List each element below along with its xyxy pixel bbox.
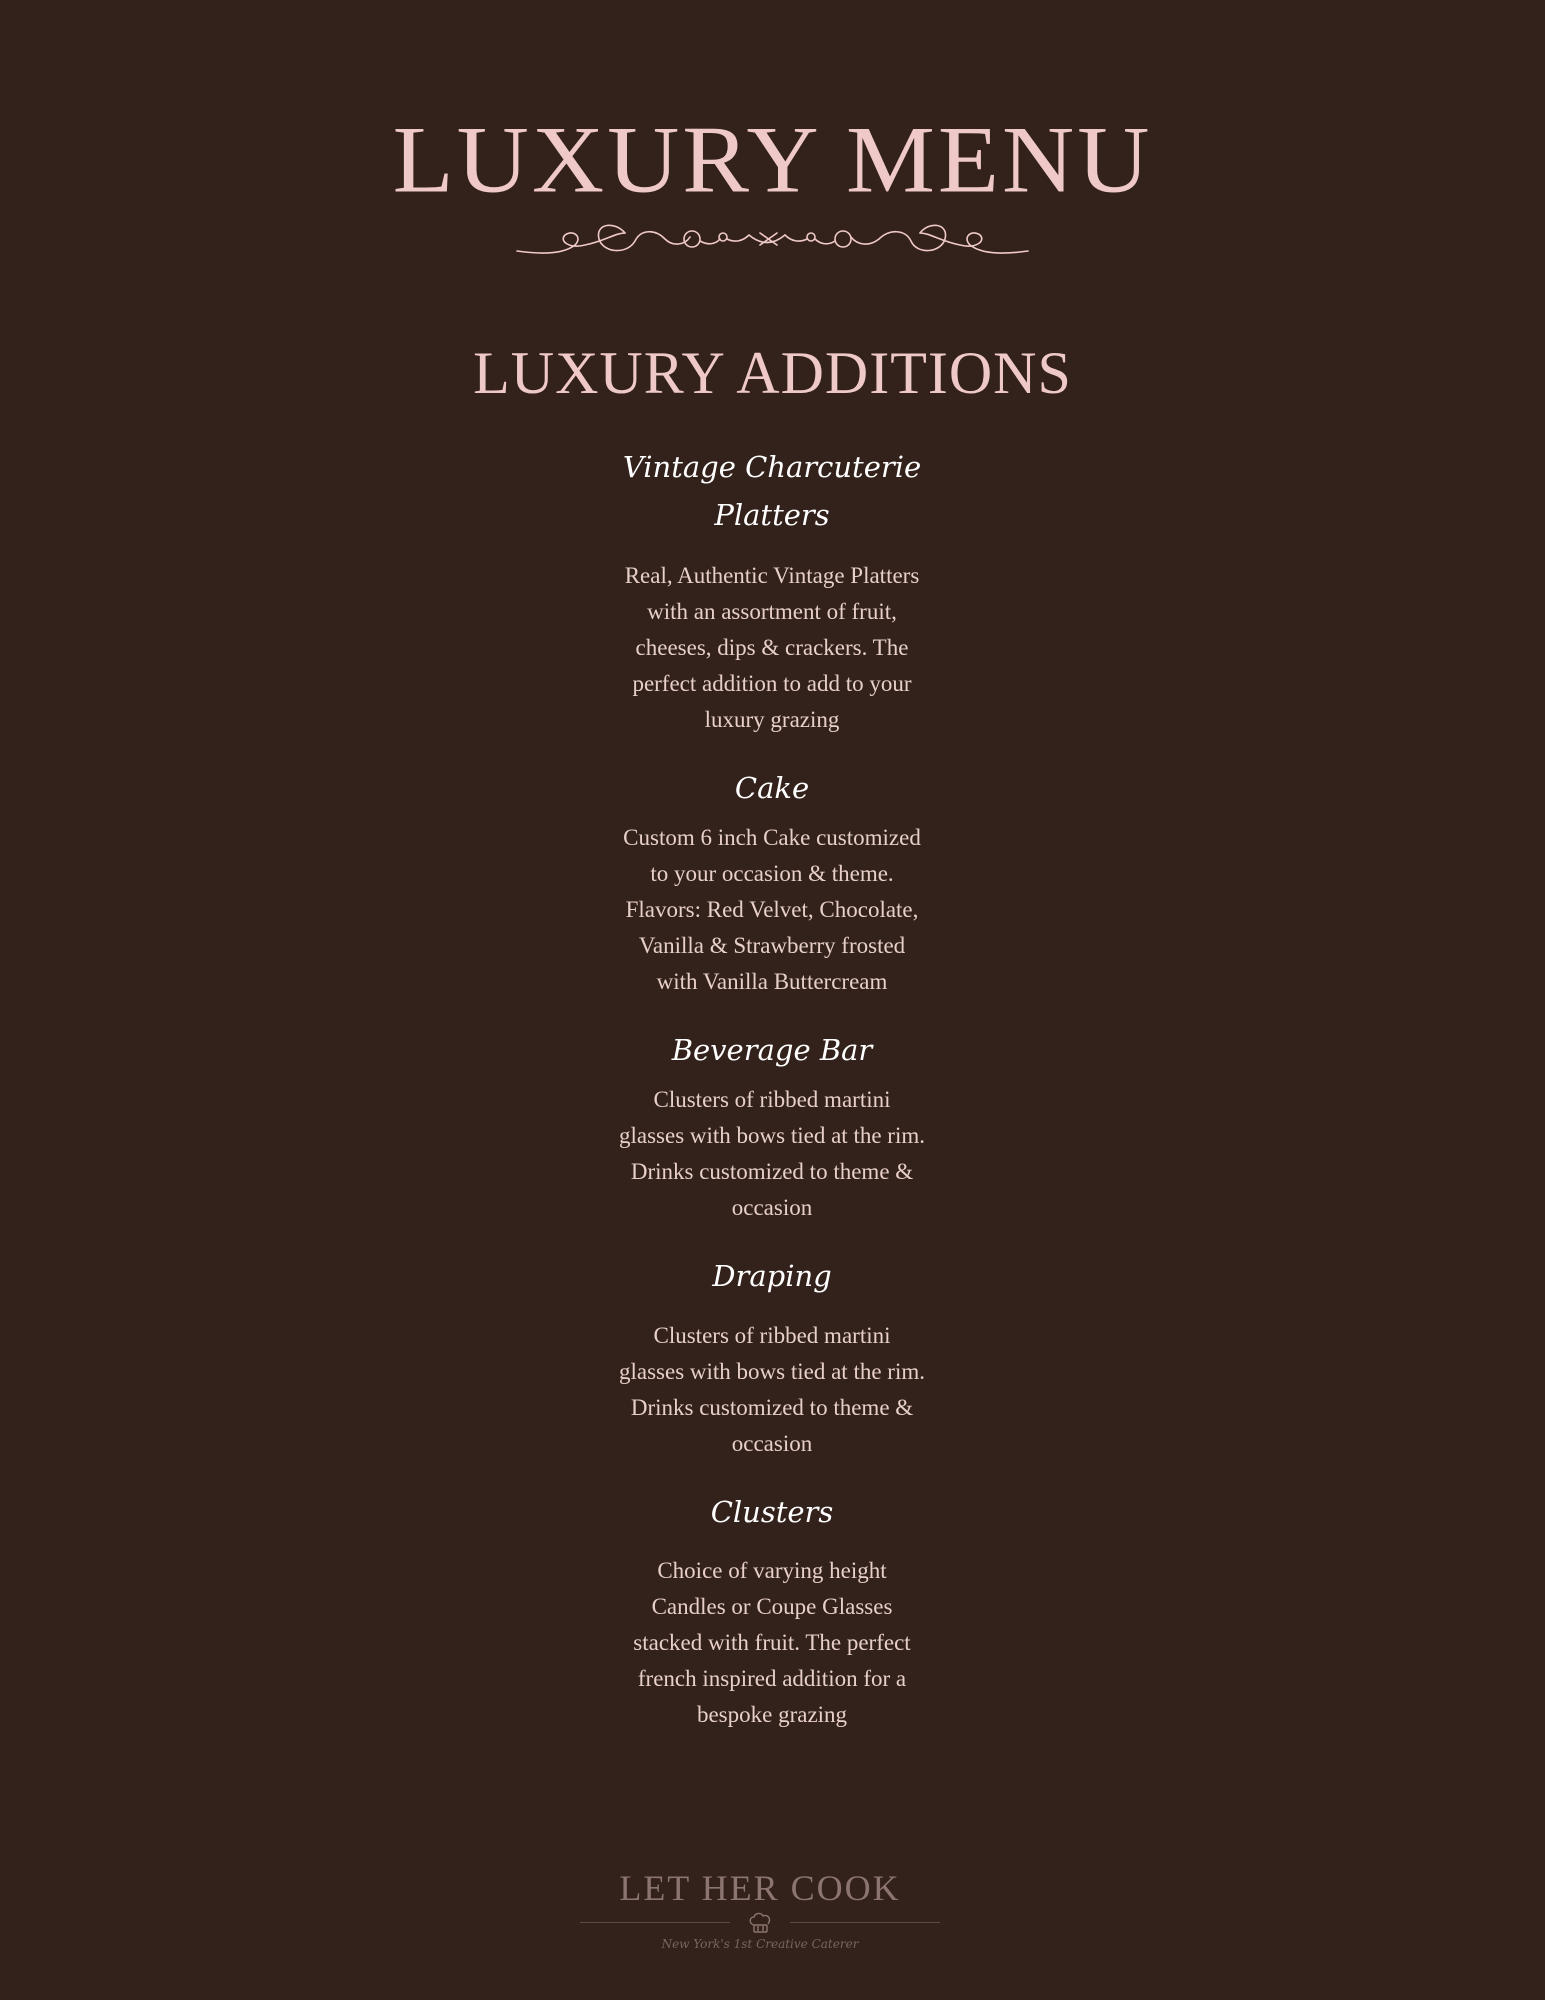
item-description-clusters xyxy=(572,1553,972,1733)
item-title-beverage-bar xyxy=(472,1026,1072,1074)
item-title-draping xyxy=(472,1252,1072,1300)
desc-line: occasion xyxy=(731,1431,813,1456)
desc-line: Drinks customized to theme & xyxy=(630,1159,914,1184)
item-description-cake xyxy=(572,820,972,1000)
desc-line: bespoke grazing xyxy=(696,1702,848,1727)
desc-line: Candles or Coupe Glasses xyxy=(651,1594,893,1619)
desc-line: to your occasion & theme. xyxy=(650,861,894,886)
item-title-line: Cake xyxy=(734,771,810,805)
desc-line: cheeses, dips & crackers. The xyxy=(635,635,909,660)
desc-line: perfect addition to add to your xyxy=(632,671,912,696)
item-title-line: Platters xyxy=(714,498,830,532)
desc-line: Clusters of ribbed martini xyxy=(653,1323,891,1348)
item-title-clusters xyxy=(472,1488,1072,1536)
desc-line: with an assortment of fruit, xyxy=(647,599,897,624)
item-title-vintage-charcuterie xyxy=(472,443,1072,539)
desc-line: Vanilla & Strawberry frosted xyxy=(638,933,906,958)
desc-line: Real, Authentic Vintage Platters xyxy=(624,563,920,588)
item-description-vintage-charcuterie xyxy=(572,558,972,738)
chef-hat-icon xyxy=(747,1910,773,1936)
item-description-draping xyxy=(572,1318,972,1462)
desc-line: glasses with bows tied at the rim. xyxy=(619,1359,925,1384)
logo-divider-right xyxy=(790,1922,940,1923)
desc-line: with Vanilla Buttercream xyxy=(656,969,888,994)
page-title: LUXURY MENU xyxy=(392,106,1153,213)
flourish-divider-icon xyxy=(515,215,1030,265)
desc-line: Flavors: Red Velvet, Chocolate, xyxy=(625,897,919,922)
desc-line: Clusters of ribbed martini xyxy=(653,1087,891,1112)
desc-line: Choice of varying height xyxy=(657,1558,887,1583)
item-title-cake xyxy=(472,764,1072,812)
desc-line: luxury grazing xyxy=(704,707,840,732)
desc-line: occasion xyxy=(731,1195,813,1220)
section-title: LUXURY ADDITIONS xyxy=(473,340,1072,406)
item-title-line: Clusters xyxy=(710,1495,834,1529)
brand-logo xyxy=(580,1866,940,1966)
brand-tagline: New York's 1st Creative Caterer xyxy=(661,1937,859,1951)
desc-line: Drinks customized to theme & xyxy=(630,1395,914,1420)
desc-line: Custom 6 inch Cake customized xyxy=(623,825,921,850)
desc-line: french inspired addition for a xyxy=(637,1666,907,1691)
item-title-line: Draping xyxy=(712,1259,832,1293)
logo-divider-left xyxy=(580,1922,730,1923)
item-description-beverage-bar xyxy=(572,1082,972,1226)
brand-name: LET HER COOK xyxy=(619,1868,901,1908)
item-title-line: Vintage Charcuterie xyxy=(622,450,922,484)
desc-line: stacked with fruit. The perfect xyxy=(633,1630,911,1655)
desc-line: glasses with bows tied at the rim. xyxy=(619,1123,925,1148)
item-title-line: Beverage Bar xyxy=(671,1033,873,1067)
